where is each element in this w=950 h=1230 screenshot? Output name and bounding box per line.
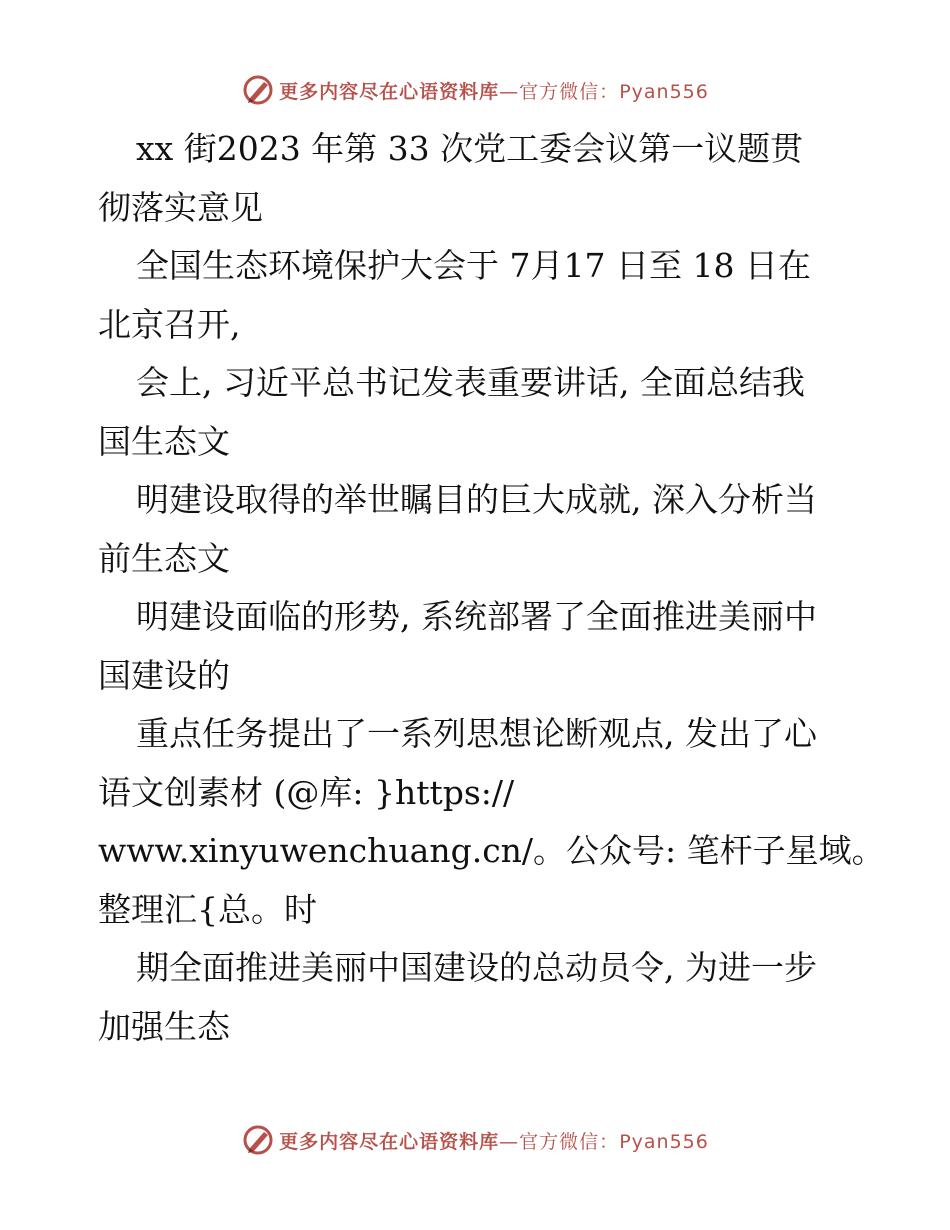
document-body: [98, 120, 885, 1056]
banner-title: 更多内容尽在心语资料库: [279, 1130, 500, 1153]
banner-wechat-id: Pyan556: [619, 80, 709, 103]
text-line: 彻落实意见: [98, 187, 263, 227]
footer-banner: [0, 1120, 950, 1160]
banner-separator: —: [499, 1130, 520, 1153]
text-line-url: www.xinyuwenchuang.cn/。公众号: 笔杆子星域。: [98, 831, 885, 870]
text-line: 明建设面临的形势, 系统部署了全面推进美丽中: [136, 597, 817, 636]
text-line: 会上, 习近平总书记发表重要讲话, 全面总结我: [136, 363, 805, 402]
pen-logo-icon: [241, 1123, 275, 1157]
text-line: 前生态文: [98, 538, 230, 578]
text-line: xx 街2023 年第 33 次党工委会议第一议题贯: [136, 129, 804, 168]
text-line: 期全面推进美丽中国建设的总动员令, 为进一步: [136, 948, 817, 987]
text-line: 国生态文: [98, 421, 230, 461]
text-line: 重点任务提出了一系列思想论断观点, 发出了心: [136, 714, 817, 753]
banner-text: [279, 1127, 709, 1154]
header-banner: [0, 70, 950, 110]
text-line: 整理汇{总。时: [98, 889, 317, 929]
text-line: 语文创素材 (@库: }https://: [98, 772, 515, 812]
text-line: 全国生态环境保护大会于 7月17 日至 18 日在: [136, 246, 811, 285]
text-line: 国建设的: [98, 655, 230, 695]
text-line: 明建设取得的举世瞩目的巨大成就, 深入分析当: [136, 480, 817, 519]
text-line: 北京召开,: [98, 304, 241, 344]
banner-wechat-label: 官方微信：: [519, 80, 620, 103]
banner-title: 更多内容尽在心语资料库: [279, 80, 500, 103]
pen-logo-icon: [241, 73, 275, 107]
text-line: 加强生态: [98, 1006, 230, 1046]
banner-separator: —: [499, 80, 520, 103]
banner-text: [279, 77, 709, 104]
banner-wechat-id: Pyan556: [619, 1130, 709, 1153]
banner-wechat-label: 官方微信：: [519, 1130, 620, 1153]
